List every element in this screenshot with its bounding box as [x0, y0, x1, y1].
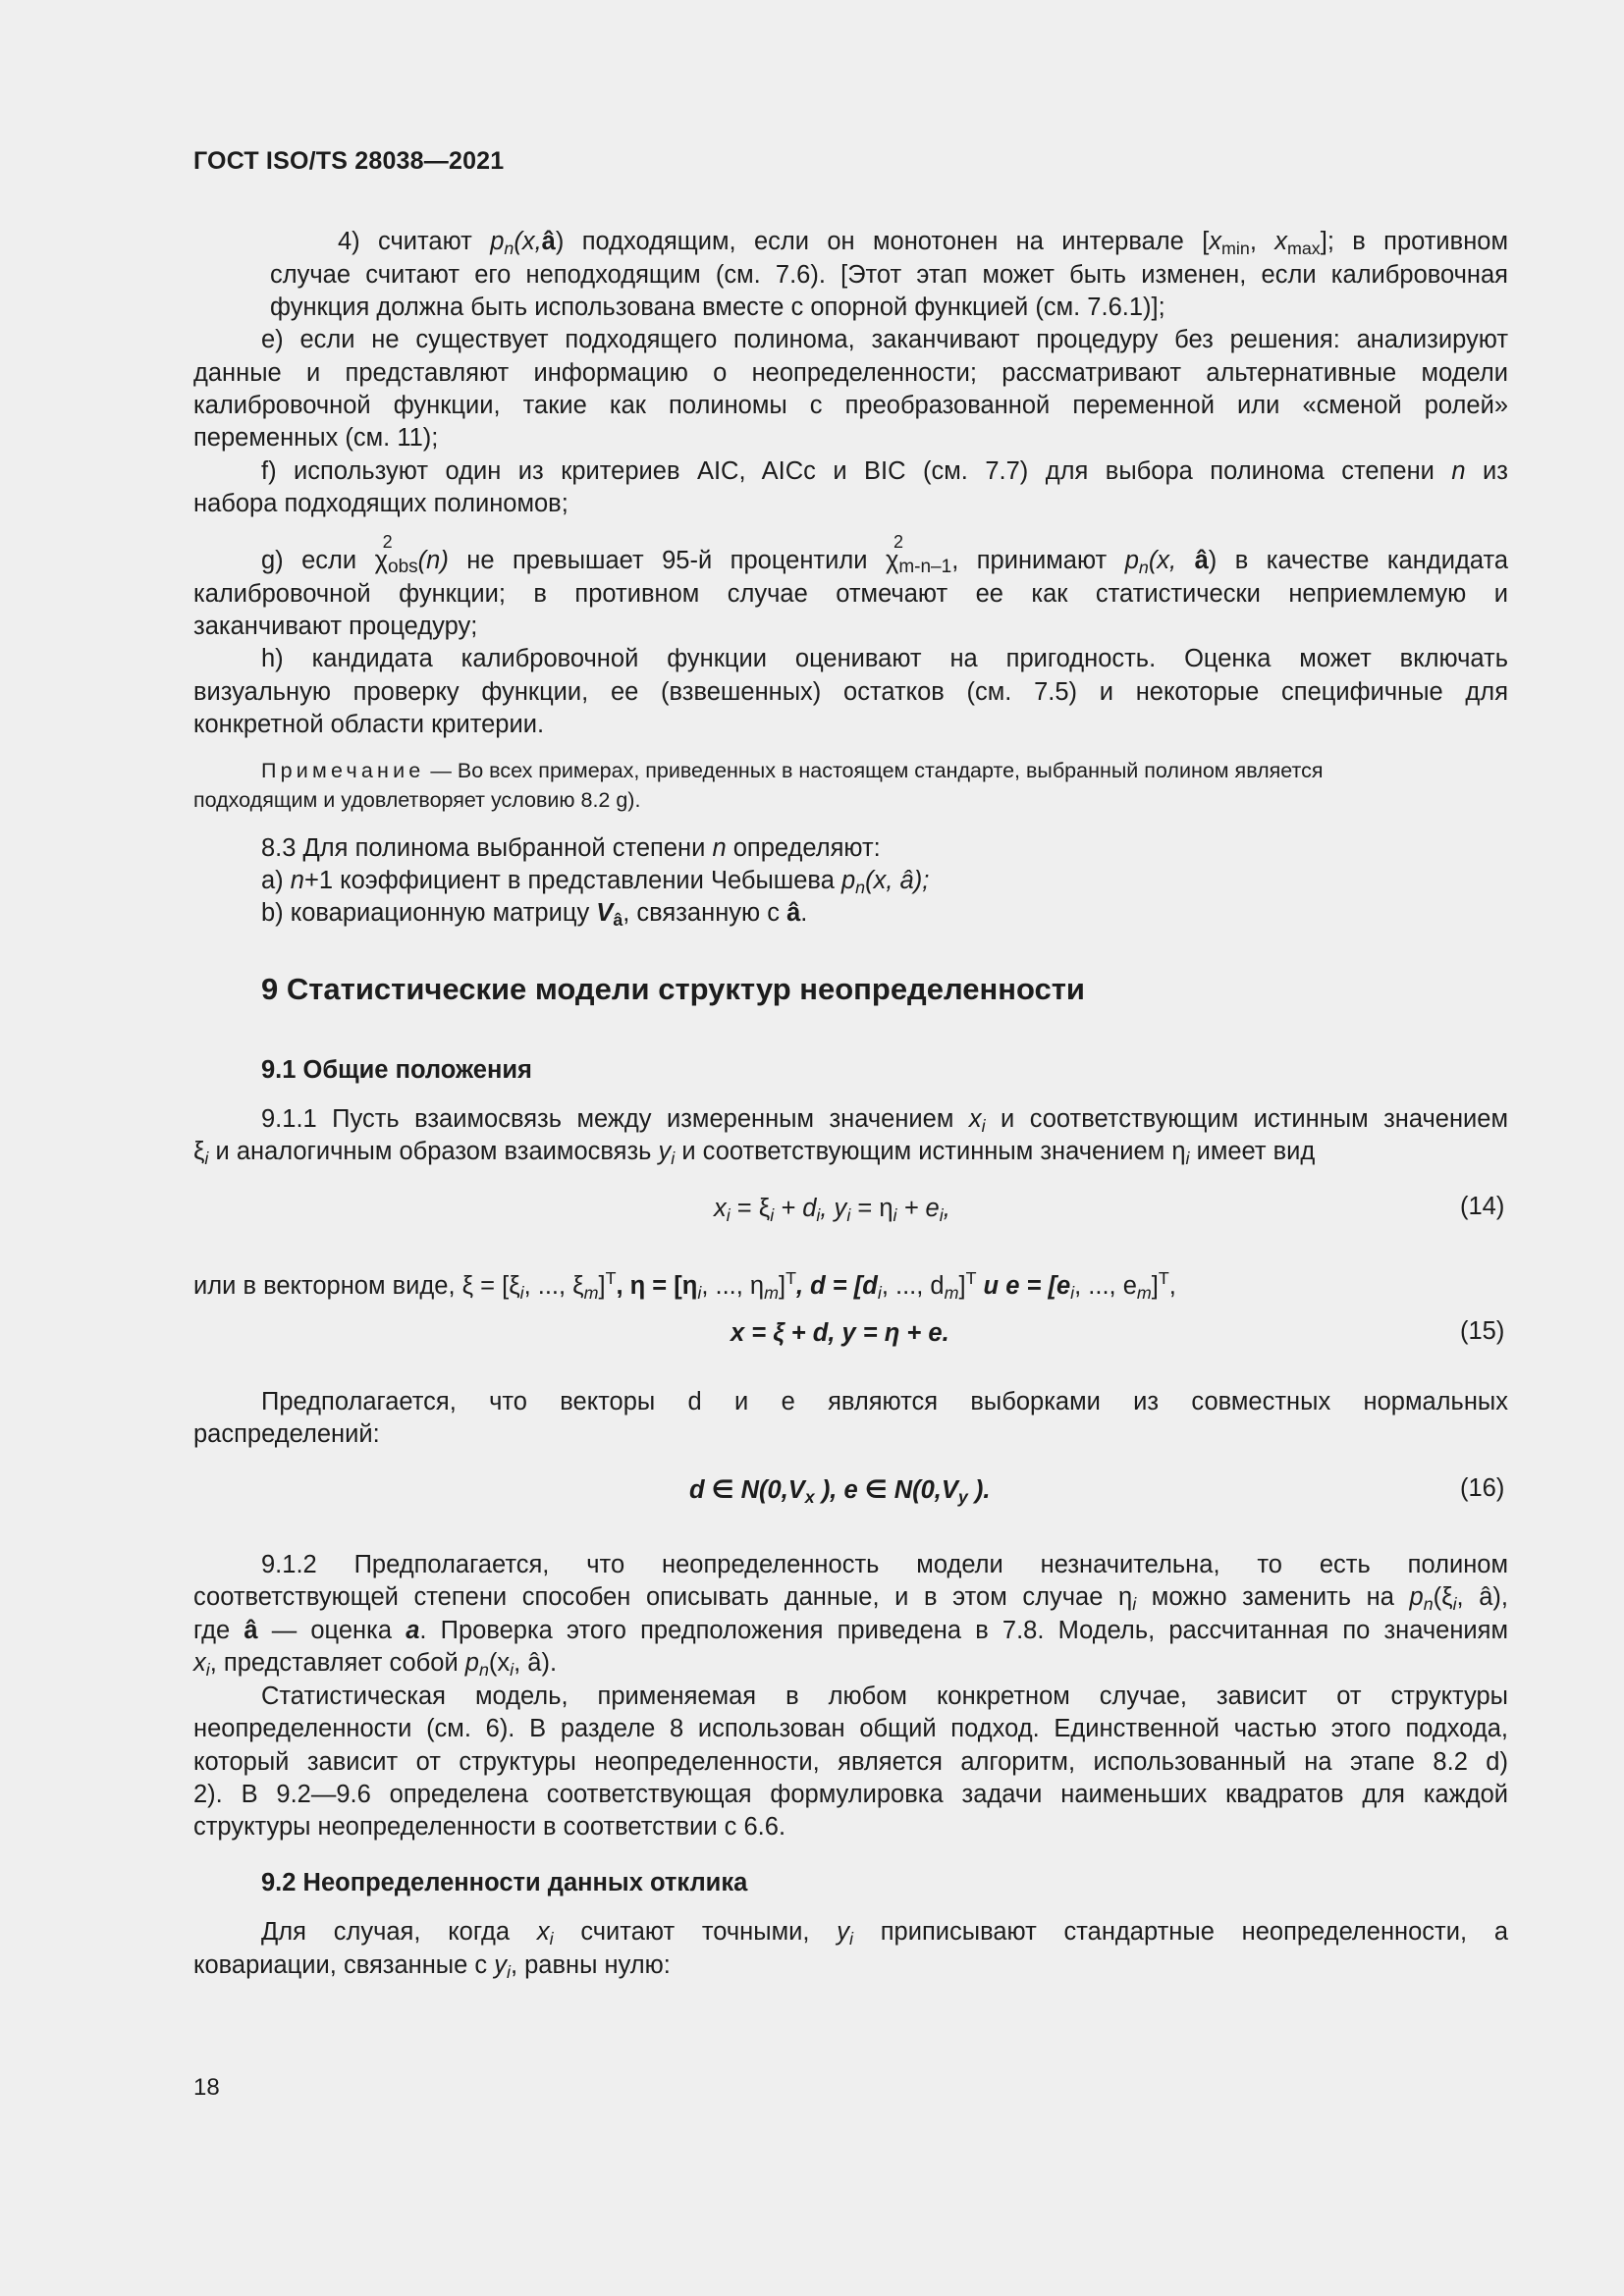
item-h-line-2: визуальную проверку функции, ее (взвешенных) остатков (см. 7.5) и некоторые специфичные для — [193, 678, 1508, 706]
page-header: ГОСТ ISO/TS 28038—2021 — [193, 147, 505, 175]
item-4-line-3: функция должна быть использована вместе с опорной функцией (см. 7.6.1)]; — [270, 294, 1165, 321]
item-e-line-3: калибровочной функции, такие как полиномы с преобразованной переменной или «сменой ролей» — [193, 392, 1508, 419]
clause-9-1-1-line-1: 9.1.1 Пусть взаимосвязь между измеренным значением $x_i$ и соответствующим истинным значением — [261, 1105, 1508, 1136]
item-g-line-1: g) если χ 2 obs(n) не превышает 95-й процентили χ 2 m-n–1, принимают $p_n(x$, â) в качестве кандидата — [261, 532, 1509, 577]
clause-9-2-line-1: Для случая, когда $x_i$ считают точными, $y_i$ приписывают стандартные неопределенности, а — [261, 1918, 1509, 1949]
clause-8-3-b: b) ковариационную матрицу $V_â$, связанную с â. — [261, 899, 808, 930]
clause-9-1-2-p2-line-2: неопределенности (см. 6). В разделе 8 использован общий подход. Единственной частью этого подхода, — [193, 1715, 1508, 1742]
item-f-line-1: f) используют один из критериев AIC, AICc и BIC (см. 7.7) для выбора полинома степени n из — [261, 457, 1508, 485]
clause-9-1-2-line-1: 9.1.2 Предполагается, что неопределенность модели незначительна, то есть полином — [261, 1551, 1508, 1578]
equation-14: $x_i = \xi_i + d_i$, $y_i = \eta_i + e_i$, — [714, 1195, 950, 1225]
clause-9-1-2-line-2: соответствующей степени способен описывать данные, и в этом случае $\eta_i$ можно заменить на $p_n(\xi_i$, â), — [193, 1583, 1509, 1614]
equation-16: d ∈ $N(0,V_x$ ), e ∈ $N(0,V_y$ ). — [689, 1476, 991, 1507]
clause-9-1-2-p2-line-4: 2). В 9.2—9.6 определена соответствующая формулировка задачи наименьших квадратов для каждой — [193, 1781, 1508, 1808]
item-4-line-1: 4) считают $p_n(x,â)$ подходящим, если он монотонен на интервале [$x_{min}$, $x_{max}$]; в противном — [338, 228, 1509, 258]
subsection-9-2-title: 9.2 Неопределенности данных отклика — [261, 1869, 748, 1896]
equation-15: x = ξ + d, y = η + e. — [731, 1319, 949, 1347]
assumption-line-1: Предполагается, что векторы d и e являются выборками из совместных нормальных — [261, 1388, 1508, 1415]
section-9-title: 9 Статистические модели структур неопределенности — [261, 972, 1085, 1006]
clause-9-1-2-p2-line-5: структуры неопределенности в соответствии с 6.6. — [193, 1813, 786, 1841]
item-h-line-1: h) кандидата калибровочной функции оценивают на пригодность. Оценка может включать — [261, 645, 1508, 672]
item-e-line-1: e) если не существует подходящего полинома, заканчивают процедуру без решения: анализируют — [261, 326, 1508, 353]
equation-14-number: (14) — [1460, 1193, 1505, 1220]
item-h-line-3: конкретной области критерии. — [193, 711, 545, 738]
item-4-line-2: случае считают его неподходящим (см. 7.6). [Этот этап может быть изменен, если калибровочная — [270, 261, 1508, 289]
clause-9-1-2-p2-line-1: Статистическая модель, применяемая в любом конкретном случае, зависит от структуры — [261, 1682, 1508, 1710]
equation-15-number: (15) — [1460, 1317, 1505, 1345]
item-f-line-2: набора подходящих полиномов; — [193, 490, 568, 517]
clause-9-1-2-p2-line-3: который зависит от структуры неопределенности, является алгоритм, использованный на этапе 8.2 d) — [193, 1748, 1508, 1776]
clause-9-1-1-line-2: $\xi_i$ и аналогичным образом взаимосвязь $y_i$ и соответствующим истинным значением $\eta_i$ имеет вид — [193, 1138, 1316, 1168]
clause-8-3: 8.3 Для полинома выбранной степени n определяют: — [261, 834, 881, 862]
subsection-9-1-title: 9.1 Общие положения — [261, 1056, 532, 1084]
note-line-1: Примечание — Во всех примерах, приведенных в настоящем стандарте, выбранный полином является — [261, 759, 1324, 782]
assumption-line-2: распределений: — [193, 1420, 380, 1448]
equation-16-number: (16) — [1460, 1474, 1505, 1502]
page-number: 18 — [193, 2074, 220, 2101]
item-g-line-2: калибровочной функции; в противном случае отмечают ее как статистически неприемлемую и — [193, 580, 1508, 608]
vector-form-line: или в векторном виде, $\xi = [\xi_i$, ..., $\xi_m]^T$, $\eta = [\eta_i$, ..., $\eta_m]^T$, $d = [d_i$, ..., $d_m]^T$ и $e = [e_i$, ..., $e_m]^T$, — [193, 1268, 1176, 1303]
clause-9-1-2-line-3: где â — оценка a. Проверка этого предположения приведена в 7.8. Модель, рассчитанная по значениям — [193, 1617, 1508, 1644]
clause-9-2-line-2: ковариации, связанные с $y_i$, равны нулю: — [193, 1951, 671, 1982]
item-g-line-3: заканчивают процедуру; — [193, 613, 478, 640]
item-e-line-2: данные и представляют информацию о неопределенности; рассматривают альтернативные модели — [193, 359, 1508, 387]
clause-8-3-a: a) n+1 коэффициент в представлении Чебышева $p_n(x$, â); — [261, 867, 930, 897]
note-line-2: подходящим и удовлетворяет условию 8.2 g). — [193, 788, 641, 812]
note-label: Примечание — [261, 759, 425, 782]
clause-9-1-2-line-4: $x_i$, представляет собой $p_n(x_i$, â). — [193, 1649, 558, 1680]
item-e-line-4: переменных (см. 11); — [193, 424, 439, 452]
